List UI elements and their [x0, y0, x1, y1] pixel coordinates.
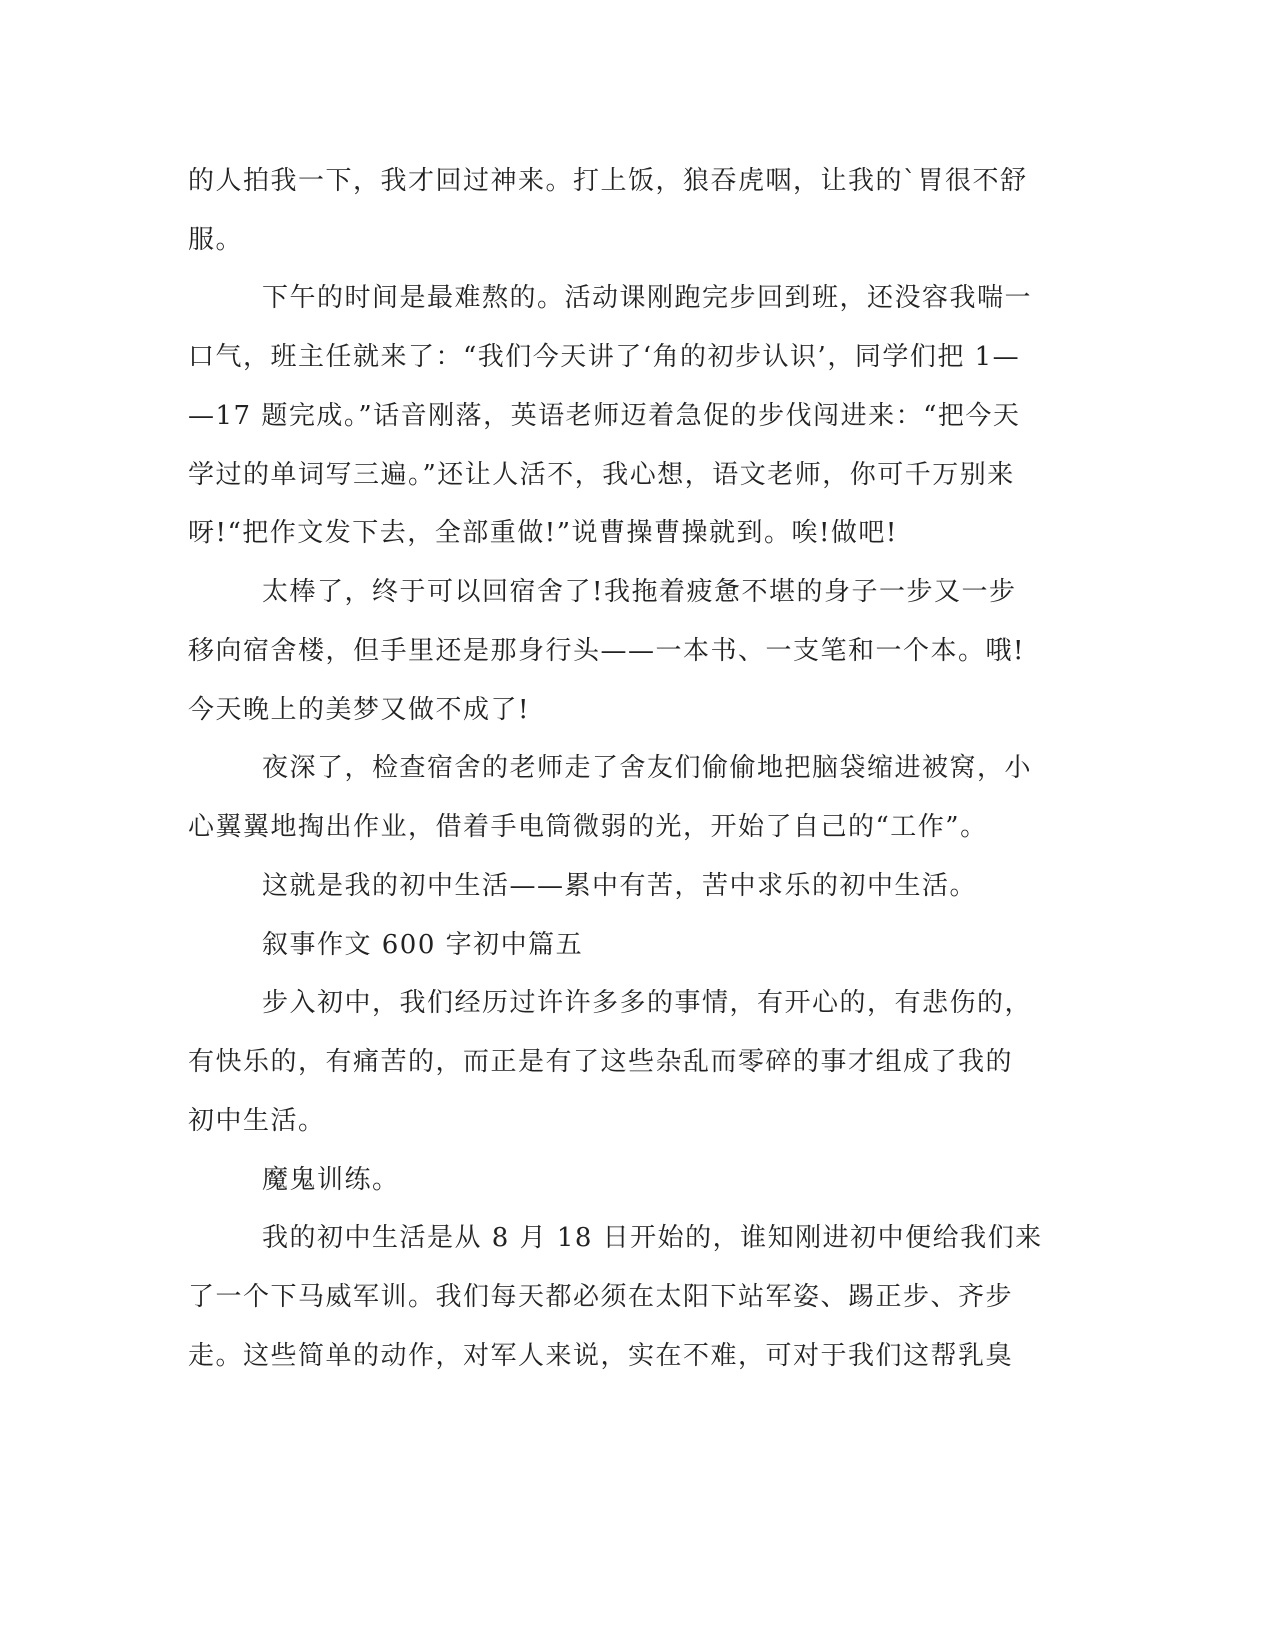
text-line: —17 题完成。”话音刚落，英语老师迈着急促的步伐闯进来：“把今天: [188, 401, 1021, 431]
text-line: 口气，班主任就来了：“我们今天讲了‘角的初步认识’，同学们把 1—: [188, 342, 1021, 372]
text-line: 下午的时间是最难熬的。活动课刚跑完步回到班，还没容我喘一: [262, 283, 1033, 313]
text-line: 的人拍我一下，我才回过神来。打上饭，狼吞虎咽，让我的`胃很不舒: [188, 166, 1028, 196]
text-line: 魔鬼训练。: [262, 1165, 400, 1195]
text-line: 服。: [188, 225, 244, 255]
text-line: 呀!“把作文发下去，全部重做!”说曹操曹操就到。唉!做吧!: [188, 518, 898, 548]
text-line: 移向宿舍楼，但手里还是那身行头——一本书、一支笔和一个本。哦!: [188, 636, 1025, 666]
text-line: 初中生活。: [188, 1106, 326, 1136]
text-line: 了一个下马威军训。我们每天都必须在太阳下站军姿、踢正步、齐步: [188, 1282, 1014, 1312]
text-line: 走。这些简单的动作，对军人来说，实在不难，可对于我们这帮乳臭: [188, 1341, 1014, 1371]
text-line: 这就是我的初中生活——累中有苦，苦中求乐的初中生活。: [262, 871, 978, 901]
text-line: 夜深了，检查宿舍的老师走了舍友们偷偷地把脑袋缩进被窝，小: [262, 753, 1033, 783]
section-heading: 叙事作文 600 字初中篇五: [262, 930, 584, 960]
text-line: 今天晚上的美梦又做不成了!: [188, 695, 530, 725]
text-line: 有快乐的，有痛苦的，而正是有了这些杂乱而零碎的事才组成了我的: [188, 1047, 1014, 1077]
text-line: 心翼翼地掏出作业，借着手电筒微弱的光，开始了自己的“工作”。: [188, 812, 988, 842]
text-line: 我的初中生活是从 8 月 18 日开始的，谁知刚进初中便给我们来: [262, 1223, 1043, 1253]
text-line: 太棒了，终于可以回宿舍了!我拖着疲惫不堪的身子一步又一步: [262, 577, 1017, 607]
text-line: 步入初中，我们经历过许许多多的事情，有开心的，有悲伤的，: [262, 988, 1033, 1018]
text-line: 学过的单词写三遍。”还让人活不，我心想，语文老师，你可千万别来: [188, 460, 1015, 490]
